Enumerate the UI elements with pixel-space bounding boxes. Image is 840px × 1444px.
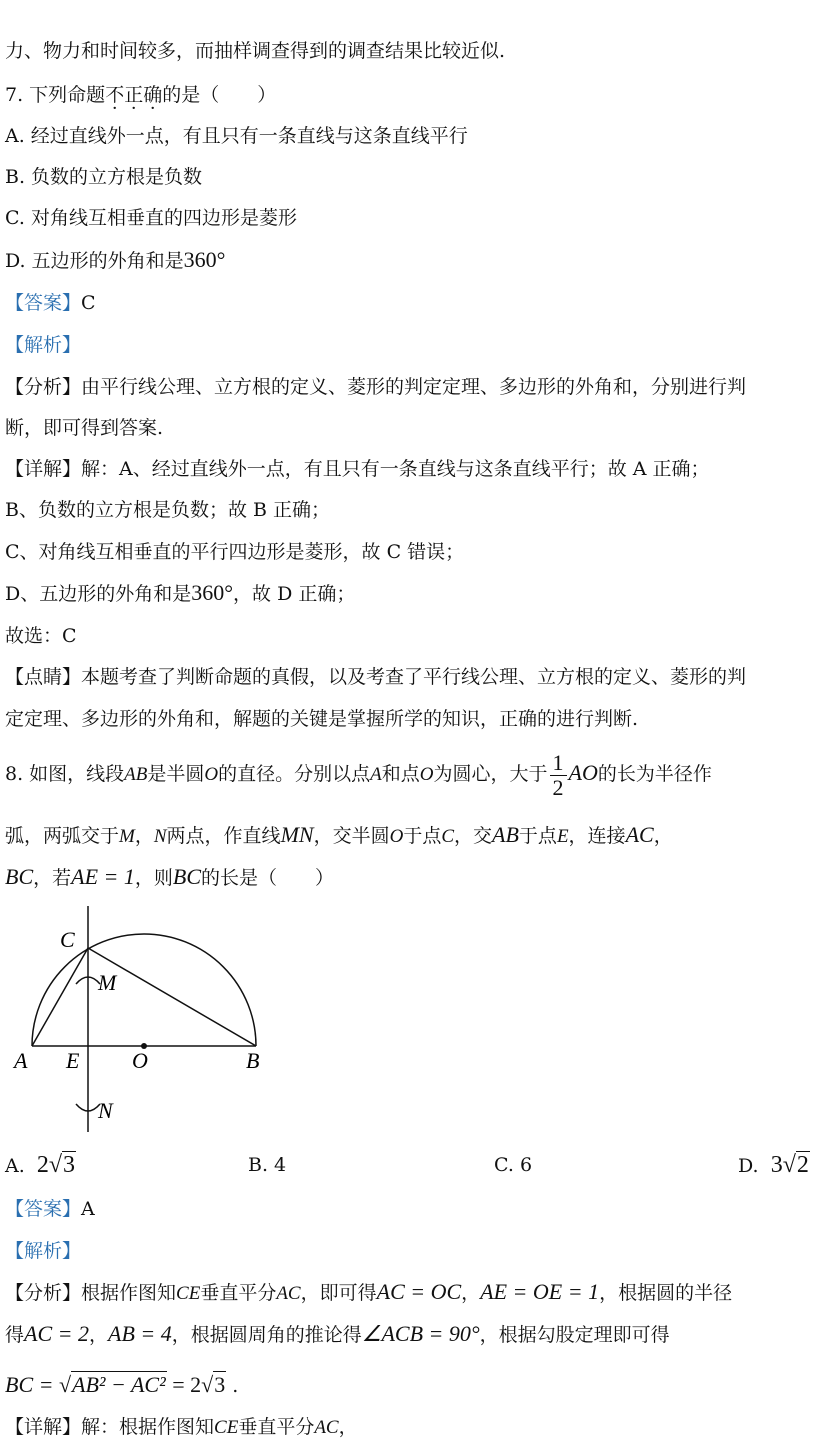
q8-stem-line-2 — [5, 822, 673, 850]
math-var: C — [441, 826, 455, 847]
label-n: N — [98, 1098, 113, 1123]
text: 的长是（ ） — [201, 867, 335, 889]
q8-fenxi-1 — [5, 1279, 732, 1307]
fenxi-text: 由平行线公理、立方根的定义、菱形的判定定理、多边形的外角和，分别进行判 — [81, 376, 747, 398]
math-var: N — [153, 826, 167, 847]
fraction-numerator: 1 — [550, 751, 567, 776]
text: 两点，作直线 — [166, 825, 281, 847]
text: ， — [653, 825, 673, 847]
text: 根据作图知 — [81, 1282, 177, 1304]
formula-lhs: BC = — [5, 1372, 59, 1397]
math-var: CE — [214, 1417, 239, 1438]
emphasis-char: 不 — [105, 84, 125, 106]
answer-value: A — [81, 1198, 95, 1220]
text: ，交半圆 — [313, 825, 390, 847]
text: . — [226, 1375, 239, 1397]
label-a: A — [14, 1048, 28, 1073]
q7-option-b: B. 负数的立方根是负数 — [5, 166, 203, 188]
q7-option-d-text: D. 五边形的外角和是 — [5, 250, 184, 272]
dianjing-text: 本题考查了判断命题的真假，以及考查了平行线公理、立方根的定义、菱形的判 — [81, 666, 747, 688]
label-o: O — [132, 1048, 148, 1073]
option-label: D. — [738, 1155, 759, 1177]
emphasis-char: 确 — [143, 84, 163, 106]
math-var: AC — [625, 822, 654, 847]
label-b: B — [246, 1048, 260, 1073]
text: 8. 如图，线段 — [5, 763, 125, 785]
q7-option-c: C. 对角线互相垂直的四边形是菱形 — [5, 207, 297, 229]
q7-stem-pre: 下列命题 — [29, 84, 106, 106]
sqrt-sign: √ — [48, 1152, 63, 1178]
dianjing-tag: 【点睛】 — [5, 666, 82, 688]
text: ， — [338, 1416, 358, 1438]
q8-option-d — [738, 1151, 810, 1180]
text: 解：根据作图知 — [81, 1416, 215, 1438]
text: 于点 — [518, 825, 557, 847]
text: 的长为半径作 — [597, 763, 712, 785]
math-expr: ∠ACB = 90° — [361, 1321, 480, 1346]
q7-answer — [5, 290, 96, 316]
fenxi-tag: 【分析】 — [5, 1282, 82, 1304]
xiangjie-text: 解：A、经过直线外一点，有且只有一条直线与这条直线平行；故 A 正确； — [81, 458, 710, 480]
math-var: CE — [176, 1283, 201, 1304]
xj4-value: 360° — [191, 580, 234, 605]
math-var: M — [119, 826, 135, 847]
math-var: O — [419, 764, 434, 785]
fraction-denominator: 2 — [552, 774, 564, 800]
carryover-line: 力、物力和时间较多，而抽样调查得到的调查结果比较近似. — [5, 40, 506, 62]
text: 垂直平分 — [238, 1416, 315, 1438]
text: 是半圆 — [147, 763, 205, 785]
q7-dianjing-2: 定定理、多边形的外角和，解题的关键是掌握所学的知识，正确的进行判断. — [5, 708, 639, 730]
math-var: AC — [314, 1417, 339, 1438]
q8-xiangjie-1 — [5, 1414, 358, 1441]
segment-ac — [32, 948, 88, 1046]
math-var: E — [556, 826, 569, 847]
q7-option-d-value: 360° — [183, 247, 226, 272]
math-var: BC — [5, 864, 34, 889]
q8-fenxi-2 — [5, 1321, 670, 1348]
q7-dianjing-1 — [5, 664, 746, 690]
formula-radicand: AB² − AC² — [72, 1372, 166, 1397]
math-expr: AE = OE = 1 — [480, 1279, 600, 1304]
emphasis-char: 正 — [124, 84, 144, 106]
math-var: BC — [172, 864, 202, 889]
q7-xiangjie-4 — [5, 580, 355, 607]
text: 和点 — [381, 763, 420, 785]
text: 于点 — [403, 825, 442, 847]
radicand: 3 — [63, 1152, 76, 1178]
text: 的直径。分别以点 — [218, 763, 371, 785]
text: 弧，两弧交于 — [5, 825, 120, 847]
text: 得 — [5, 1324, 25, 1346]
answer-value: C — [81, 292, 96, 314]
math-expr: AC = 2 — [24, 1321, 89, 1346]
q7-stem — [5, 82, 276, 108]
q7-xiangjie-3: C、对角线互相垂直的平行四边形是菱形，故 C 错误； — [5, 541, 465, 563]
label-m: M — [98, 970, 117, 995]
q8-option-a — [5, 1151, 76, 1180]
math-var: AB — [124, 764, 148, 785]
fenxi-tag: 【分析】 — [5, 376, 82, 398]
math-var: AB — [492, 822, 519, 847]
coefficient: 2 — [36, 1152, 49, 1178]
text: ，根据圆的半径 — [599, 1282, 733, 1304]
math-expr: AB = 4 — [108, 1321, 172, 1346]
answer-tag: 【答案】 — [5, 292, 82, 314]
q7-stem-post: 的是（ ） — [162, 84, 277, 106]
q8-stem-line-1 — [5, 746, 712, 802]
sqrt-sign: √ — [782, 1152, 796, 1178]
label-e: E — [66, 1048, 80, 1073]
fraction — [550, 751, 567, 800]
q8-answer — [5, 1196, 95, 1222]
q7-fenxi-2: 断，即可得到答案. — [5, 417, 164, 439]
text: ，交 — [454, 825, 493, 847]
answer-tag: 【答案】 — [5, 1198, 82, 1220]
text: ，连接 — [568, 825, 626, 847]
analysis-tag: 【解析】 — [5, 334, 82, 356]
q7-xiangjie-1 — [5, 456, 710, 482]
xj4-pre: D、五边形的外角和是 — [5, 583, 192, 605]
xj4-post: ，故 D 正确； — [233, 583, 356, 605]
math-var: AC — [276, 1283, 301, 1304]
text: ， — [88, 1324, 108, 1346]
sqrt-sign: √ — [201, 1372, 214, 1397]
text: 为圆心，大于 — [433, 763, 548, 785]
geometry-figure — [0, 900, 300, 1140]
q7-option-d — [5, 247, 225, 274]
sqrt-sign: √ — [58, 1372, 72, 1397]
math-var: O — [204, 764, 219, 785]
analysis-tag: 【解析】 — [5, 1240, 82, 1262]
xiangjie-tag: 【详解】 — [5, 458, 82, 480]
math-var: MN — [280, 822, 314, 847]
q7-xiangjie-2: B、负数的立方根是负数；故 B 正确； — [5, 499, 331, 521]
text: ， — [461, 1282, 481, 1304]
q8-stem-line-3 — [5, 864, 334, 891]
math-expr: AC = OC — [376, 1279, 462, 1304]
text: ， — [134, 825, 154, 847]
q8-option-c: C. 6 — [494, 1154, 533, 1176]
coefficient: 3 — [770, 1152, 783, 1178]
q8-option-b: B. 4 — [248, 1154, 287, 1176]
text: ，即可得 — [300, 1282, 377, 1304]
formula-radicand: 3 — [214, 1372, 226, 1397]
q7-option-a: A. 经过直线外一点，有且只有一条直线与这条直线平行 — [5, 125, 468, 147]
q7-number: 7. — [5, 84, 30, 106]
text: 垂直平分 — [200, 1282, 277, 1304]
math-expr: AE = 1 — [71, 864, 135, 889]
text: ，则 — [134, 867, 173, 889]
segment-bc — [88, 948, 256, 1046]
q8-formula — [5, 1372, 238, 1399]
math-var: O — [389, 826, 404, 847]
q7-choice: 故选：C — [5, 625, 77, 647]
xiangjie-tag: 【详解】 — [5, 1416, 82, 1438]
q7-fenxi-1 — [5, 374, 746, 400]
text: ，根据勾股定理即可得 — [479, 1324, 670, 1346]
label-c: C — [60, 927, 75, 952]
math-var: AO — [568, 760, 598, 785]
math-var: A — [370, 764, 382, 785]
formula-rhs: = 2 — [166, 1372, 202, 1397]
radicand: 2 — [796, 1152, 809, 1178]
text: ，若 — [33, 867, 72, 889]
option-label: A. — [5, 1155, 25, 1177]
text: ，根据圆周角的推论得 — [171, 1324, 362, 1346]
